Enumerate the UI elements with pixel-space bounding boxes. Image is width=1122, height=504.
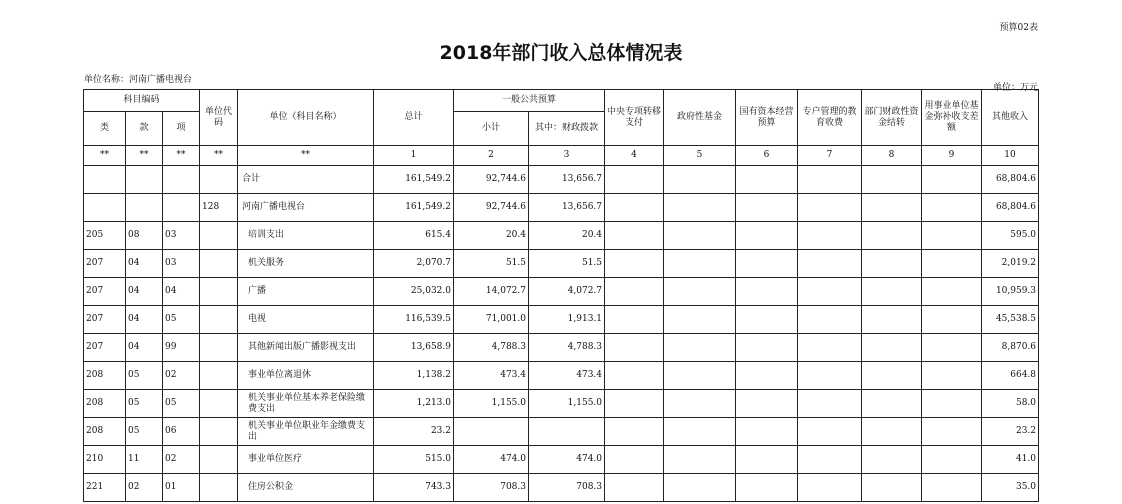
cell-central-transfer bbox=[605, 306, 664, 334]
cell-name: 事业单位医疗 bbox=[238, 446, 374, 474]
cell-state-capital bbox=[736, 250, 798, 278]
cell-subtotal bbox=[454, 418, 529, 446]
index-cell: 10 bbox=[982, 146, 1039, 166]
cell-business-fund bbox=[922, 418, 982, 446]
cell-name: 机关事业单位职业年金缴费支出 bbox=[238, 418, 374, 446]
cell-central-transfer bbox=[605, 334, 664, 362]
table-row bbox=[84, 250, 1039, 278]
header-subtotal: 小计 bbox=[454, 112, 529, 146]
cell-xiang: 06 bbox=[163, 418, 200, 446]
cell-education-fee bbox=[798, 166, 862, 194]
index-cell: 1 bbox=[374, 146, 454, 166]
cell-fiscal-allocation: 1,155.0 bbox=[529, 390, 605, 418]
cell-lei: 205 bbox=[84, 222, 126, 250]
cell-fiscal-carryover bbox=[862, 446, 922, 474]
cell-total: 23.2 bbox=[374, 418, 454, 446]
cell-state-capital bbox=[736, 390, 798, 418]
cell-name: 机关服务 bbox=[238, 250, 374, 278]
page-title: 2018年部门收入总体情况表 bbox=[439, 42, 683, 64]
cell-gov-fund bbox=[664, 474, 736, 502]
cell-xiang: 03 bbox=[163, 222, 200, 250]
cell-other-income: 45,538.5 bbox=[982, 306, 1039, 334]
cell-total: 161,549.2 bbox=[374, 166, 454, 194]
cell-fiscal-allocation: 474.0 bbox=[529, 446, 605, 474]
cell-kuan: 05 bbox=[126, 362, 163, 390]
cell-kuan: 02 bbox=[126, 474, 163, 502]
cell-kuan bbox=[126, 166, 163, 194]
cell-subtotal: 14,072.7 bbox=[454, 278, 529, 306]
cell-central-transfer bbox=[605, 222, 664, 250]
cell-fiscal-allocation: 4,788.3 bbox=[529, 334, 605, 362]
cell-kuan: 11 bbox=[126, 446, 163, 474]
cell-other-income: 68,804.6 bbox=[982, 194, 1039, 222]
cell-business-fund bbox=[922, 166, 982, 194]
cell-other-income: 23.2 bbox=[982, 418, 1039, 446]
cell-education-fee bbox=[798, 446, 862, 474]
header-business-fund: 用事业单位基金弥补收支差额 bbox=[922, 90, 982, 146]
cell-gov-fund bbox=[664, 390, 736, 418]
cell-education-fee bbox=[798, 474, 862, 502]
cell-name: 合计 bbox=[238, 166, 374, 194]
cell-unit-code bbox=[200, 166, 238, 194]
cell-lei: 208 bbox=[84, 362, 126, 390]
table-row bbox=[84, 334, 1039, 362]
cell-state-capital bbox=[736, 418, 798, 446]
cell-state-capital bbox=[736, 278, 798, 306]
cell-education-fee bbox=[798, 306, 862, 334]
cell-central-transfer bbox=[605, 418, 664, 446]
cell-subtotal: 474.0 bbox=[454, 446, 529, 474]
cell-education-fee bbox=[798, 250, 862, 278]
table-row bbox=[84, 278, 1039, 306]
cell-lei bbox=[84, 166, 126, 194]
cell-state-capital bbox=[736, 474, 798, 502]
cell-fiscal-carryover bbox=[862, 334, 922, 362]
cell-unit-code: 128 bbox=[200, 194, 238, 222]
cell-fiscal-carryover bbox=[862, 194, 922, 222]
header-gov-fund: 政府性基金 bbox=[664, 90, 736, 146]
cell-gov-fund bbox=[664, 362, 736, 390]
cell-lei: 208 bbox=[84, 390, 126, 418]
cell-subtotal: 20.4 bbox=[454, 222, 529, 250]
cell-business-fund bbox=[922, 222, 982, 250]
cell-state-capital bbox=[736, 362, 798, 390]
cell-xiang: 99 bbox=[163, 334, 200, 362]
table-row bbox=[84, 474, 1039, 502]
header-state-capital: 国有资本经营预算 bbox=[736, 90, 798, 146]
cell-total: 1,213.0 bbox=[374, 390, 454, 418]
cell-lei: 210 bbox=[84, 446, 126, 474]
cell-central-transfer bbox=[605, 362, 664, 390]
cell-other-income: 8,870.6 bbox=[982, 334, 1039, 362]
cell-business-fund bbox=[922, 250, 982, 278]
cell-subtotal: 92,744.6 bbox=[454, 194, 529, 222]
cell-other-income: 35.0 bbox=[982, 474, 1039, 502]
cell-xiang: 01 bbox=[163, 474, 200, 502]
cell-name: 其他新闻出版广播影视支出 bbox=[238, 334, 374, 362]
cell-other-income: 41.0 bbox=[982, 446, 1039, 474]
table-row bbox=[84, 418, 1039, 446]
table-row bbox=[84, 306, 1039, 334]
cell-gov-fund bbox=[664, 446, 736, 474]
cell-lei: 208 bbox=[84, 418, 126, 446]
form-number: 预算02表 bbox=[999, 23, 1038, 33]
header-unit-subject-name: 单位（科目名称） bbox=[238, 90, 374, 146]
index-cell: 8 bbox=[862, 146, 922, 166]
cell-name: 住房公积金 bbox=[238, 474, 374, 502]
cell-fiscal-carryover bbox=[862, 250, 922, 278]
cell-subtotal: 1,155.0 bbox=[454, 390, 529, 418]
header-fiscal-allocation: 其中：财政拨款 bbox=[529, 112, 605, 146]
cell-central-transfer bbox=[605, 390, 664, 418]
cell-fiscal-allocation: 13,656.7 bbox=[529, 166, 605, 194]
index-cell: ** bbox=[238, 146, 374, 166]
cell-state-capital bbox=[736, 166, 798, 194]
cell-fiscal-allocation: 473.4 bbox=[529, 362, 605, 390]
cell-state-capital bbox=[736, 306, 798, 334]
cell-subtotal: 92,744.6 bbox=[454, 166, 529, 194]
cell-education-fee bbox=[798, 278, 862, 306]
cell-fiscal-allocation: 20.4 bbox=[529, 222, 605, 250]
cell-lei: 207 bbox=[84, 278, 126, 306]
cell-gov-fund bbox=[664, 250, 736, 278]
cell-xiang: 03 bbox=[163, 250, 200, 278]
cell-xiang: 04 bbox=[163, 278, 200, 306]
cell-other-income: 58.0 bbox=[982, 390, 1039, 418]
cell-state-capital bbox=[736, 194, 798, 222]
cell-central-transfer bbox=[605, 194, 664, 222]
cell-business-fund bbox=[922, 362, 982, 390]
cell-fiscal-carryover bbox=[862, 278, 922, 306]
header-kuan: 款 bbox=[126, 112, 163, 146]
cell-business-fund bbox=[922, 390, 982, 418]
cell-education-fee bbox=[798, 362, 862, 390]
cell-central-transfer bbox=[605, 166, 664, 194]
cell-business-fund bbox=[922, 474, 982, 502]
cell-kuan: 04 bbox=[126, 278, 163, 306]
cell-fiscal-carryover bbox=[862, 306, 922, 334]
cell-other-income: 68,804.6 bbox=[982, 166, 1039, 194]
cell-total: 161,549.2 bbox=[374, 194, 454, 222]
cell-fiscal-allocation bbox=[529, 418, 605, 446]
cell-other-income: 664.8 bbox=[982, 362, 1039, 390]
cell-other-income: 595.0 bbox=[982, 222, 1039, 250]
cell-fiscal-carryover bbox=[862, 166, 922, 194]
cell-name: 河南广播电视台 bbox=[238, 194, 374, 222]
cell-total: 615.4 bbox=[374, 222, 454, 250]
cell-xiang: 02 bbox=[163, 446, 200, 474]
index-cell: 5 bbox=[664, 146, 736, 166]
cell-lei: 207 bbox=[84, 334, 126, 362]
cell-gov-fund bbox=[664, 418, 736, 446]
unit-name: 单位名称：河南广播电视台 bbox=[84, 75, 193, 85]
cell-name: 事业单位离退休 bbox=[238, 362, 374, 390]
cell-total: 2,070.7 bbox=[374, 250, 454, 278]
table-row bbox=[84, 166, 1039, 194]
index-cell: 6 bbox=[736, 146, 798, 166]
cell-subtotal: 4,788.3 bbox=[454, 334, 529, 362]
cell-unit-code bbox=[200, 474, 238, 502]
cell-lei: 221 bbox=[84, 474, 126, 502]
cell-central-transfer bbox=[605, 250, 664, 278]
cell-state-capital bbox=[736, 222, 798, 250]
cell-fiscal-carryover bbox=[862, 418, 922, 446]
cell-lei bbox=[84, 194, 126, 222]
index-cell: 7 bbox=[798, 146, 862, 166]
cell-education-fee bbox=[798, 334, 862, 362]
cell-subtotal: 71,001.0 bbox=[454, 306, 529, 334]
table-body bbox=[84, 166, 1039, 502]
index-row bbox=[84, 146, 1039, 166]
cell-xiang: 02 bbox=[163, 362, 200, 390]
table-row bbox=[84, 390, 1039, 418]
cell-xiang bbox=[163, 194, 200, 222]
cell-gov-fund bbox=[664, 306, 736, 334]
cell-fiscal-allocation: 1,913.1 bbox=[529, 306, 605, 334]
cell-fiscal-carryover bbox=[862, 362, 922, 390]
header-fiscal-carryover: 部门财政性资金结转 bbox=[862, 90, 922, 146]
cell-state-capital bbox=[736, 334, 798, 362]
index-cell: 4 bbox=[605, 146, 664, 166]
cell-business-fund bbox=[922, 194, 982, 222]
cell-name: 广播 bbox=[238, 278, 374, 306]
cell-name: 电视 bbox=[238, 306, 374, 334]
cell-total: 116,539.5 bbox=[374, 306, 454, 334]
cell-business-fund bbox=[922, 306, 982, 334]
cell-total: 1,138.2 bbox=[374, 362, 454, 390]
table-row bbox=[84, 222, 1039, 250]
cell-unit-code bbox=[200, 278, 238, 306]
header-education-fee: 专户管理的教育收费 bbox=[798, 90, 862, 146]
cell-kuan: 05 bbox=[126, 418, 163, 446]
cell-kuan: 04 bbox=[126, 306, 163, 334]
cell-kuan: 08 bbox=[126, 222, 163, 250]
income-table bbox=[83, 89, 1039, 502]
cell-gov-fund bbox=[664, 278, 736, 306]
cell-kuan: 04 bbox=[126, 250, 163, 278]
header-central-transfer: 中央专项转移支付 bbox=[605, 90, 664, 146]
index-cell: ** bbox=[163, 146, 200, 166]
header-lei: 类 bbox=[84, 112, 126, 146]
cell-subtotal: 51.5 bbox=[454, 250, 529, 278]
cell-education-fee bbox=[798, 390, 862, 418]
index-cell: 3 bbox=[529, 146, 605, 166]
cell-gov-fund bbox=[664, 222, 736, 250]
cell-state-capital bbox=[736, 446, 798, 474]
cell-xiang: 05 bbox=[163, 306, 200, 334]
cell-other-income: 2,019.2 bbox=[982, 250, 1039, 278]
cell-lei: 207 bbox=[84, 250, 126, 278]
cell-name: 机关事业单位基本养老保险缴费支出 bbox=[238, 390, 374, 418]
cell-kuan bbox=[126, 194, 163, 222]
cell-unit-code bbox=[200, 306, 238, 334]
cell-fiscal-allocation: 708.3 bbox=[529, 474, 605, 502]
cell-central-transfer bbox=[605, 446, 664, 474]
cell-fiscal-allocation: 13,656.7 bbox=[529, 194, 605, 222]
cell-subtotal: 473.4 bbox=[454, 362, 529, 390]
cell-xiang bbox=[163, 166, 200, 194]
header-total: 总计 bbox=[374, 90, 454, 146]
header-unit-code: 单位代码 bbox=[200, 90, 238, 146]
cell-fiscal-allocation: 51.5 bbox=[529, 250, 605, 278]
cell-education-fee bbox=[798, 418, 862, 446]
table-row bbox=[84, 446, 1039, 474]
cell-unit-code bbox=[200, 390, 238, 418]
cell-business-fund bbox=[922, 446, 982, 474]
cell-name: 培训支出 bbox=[238, 222, 374, 250]
cell-gov-fund bbox=[664, 166, 736, 194]
cell-business-fund bbox=[922, 278, 982, 306]
cell-total: 743.3 bbox=[374, 474, 454, 502]
unit-label: 单位：万元 bbox=[992, 83, 1038, 93]
cell-unit-code bbox=[200, 446, 238, 474]
index-cell: ** bbox=[200, 146, 238, 166]
cell-business-fund bbox=[922, 334, 982, 362]
header-subject-code: 科目编码 bbox=[84, 90, 200, 112]
cell-education-fee bbox=[798, 194, 862, 222]
cell-lei: 207 bbox=[84, 306, 126, 334]
cell-total: 515.0 bbox=[374, 446, 454, 474]
cell-total: 25,032.0 bbox=[374, 278, 454, 306]
cell-fiscal-carryover bbox=[862, 474, 922, 502]
index-cell: 9 bbox=[922, 146, 982, 166]
cell-unit-code bbox=[200, 334, 238, 362]
cell-unit-code bbox=[200, 222, 238, 250]
cell-unit-code bbox=[200, 362, 238, 390]
cell-central-transfer bbox=[605, 278, 664, 306]
index-cell: ** bbox=[84, 146, 126, 166]
cell-fiscal-carryover bbox=[862, 390, 922, 418]
cell-fiscal-carryover bbox=[862, 222, 922, 250]
cell-education-fee bbox=[798, 222, 862, 250]
cell-kuan: 04 bbox=[126, 334, 163, 362]
cell-central-transfer bbox=[605, 474, 664, 502]
cell-xiang: 05 bbox=[163, 390, 200, 418]
table-row bbox=[84, 194, 1039, 222]
header-xiang: 项 bbox=[163, 112, 200, 146]
cell-fiscal-allocation: 4,072.7 bbox=[529, 278, 605, 306]
index-cell: ** bbox=[126, 146, 163, 166]
cell-unit-code bbox=[200, 250, 238, 278]
cell-gov-fund bbox=[664, 194, 736, 222]
header-other-income: 其他收入 bbox=[982, 90, 1039, 146]
cell-gov-fund bbox=[664, 334, 736, 362]
cell-other-income: 10,959.3 bbox=[982, 278, 1039, 306]
cell-subtotal: 708.3 bbox=[454, 474, 529, 502]
cell-kuan: 05 bbox=[126, 390, 163, 418]
table-row bbox=[84, 362, 1039, 390]
index-cell: 2 bbox=[454, 146, 529, 166]
cell-unit-code bbox=[200, 418, 238, 446]
header-general-budget: 一般公共预算 bbox=[454, 90, 605, 112]
cell-total: 13,658.9 bbox=[374, 334, 454, 362]
